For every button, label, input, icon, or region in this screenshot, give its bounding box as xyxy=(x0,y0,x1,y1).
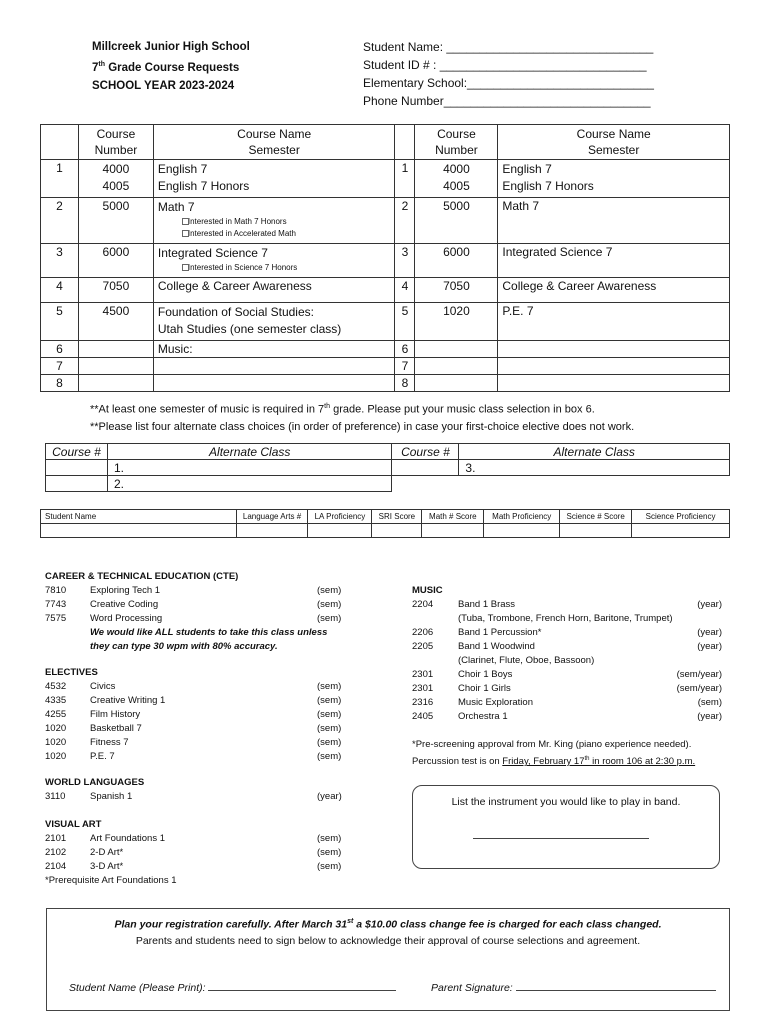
alternate-classes-note: **Please list four alternate class choices (in order of preference) in case your first-choice elective does not work. xyxy=(90,420,635,433)
table-row xyxy=(41,358,730,375)
course-number-cell[interactable]: 6000 xyxy=(415,244,498,278)
course-number-cell[interactable]: 1020 xyxy=(415,303,498,341)
alt-class-cell[interactable]: 1. xyxy=(107,460,392,476)
scores-table xyxy=(40,509,730,538)
course-number-cell[interactable] xyxy=(415,358,498,375)
band-instrument-label: List the instrument you would like to play in band. xyxy=(451,796,681,808)
row-number: 7 xyxy=(395,358,415,375)
student-signature xyxy=(69,981,396,994)
course-lists-left xyxy=(45,570,405,888)
list-item: 2301 Choir 1 Boys (sem/year) xyxy=(412,669,722,680)
cte-note: they can type 30 wpm with 80% accuracy. xyxy=(90,641,278,652)
list-item: 7575 Word Processing (sem) xyxy=(45,613,342,624)
list-item-detail: (Clarinet, Flute, Oboe, Bassoon) xyxy=(458,655,595,666)
school-name: Millcreek Junior High School xyxy=(92,41,250,53)
table-row xyxy=(41,244,730,278)
score-cell[interactable] xyxy=(308,524,372,538)
student-name-field[interactable]: Student Name: _______________________________ xyxy=(363,40,654,54)
row-number: 1 xyxy=(41,160,79,198)
alt-course-cell[interactable] xyxy=(46,460,108,476)
list-item: 2316 Music Exploration (sem) xyxy=(412,697,722,708)
art-title: VISUAL ART xyxy=(45,819,102,830)
music-requirement-note: **At least one semester of music is required in 7th grade. Please put your music class selection in box 6. xyxy=(90,403,595,416)
course-name-cell[interactable] xyxy=(153,358,395,375)
course-number-cell[interactable]: 6000 xyxy=(78,244,153,278)
list-item: 2104 3-D Art* (sem) xyxy=(45,861,342,872)
list-item: 4335 Creative Writing 1 (sem) xyxy=(45,695,342,706)
score-cell[interactable] xyxy=(484,524,560,538)
score-cell[interactable] xyxy=(422,524,484,538)
list-item: 4532 Civics (sem) xyxy=(45,681,342,692)
row-number: 5 xyxy=(395,303,415,341)
cte-title: CAREER & TECHNICAL EDUCATION (CTE) xyxy=(45,571,239,582)
course-number-cell[interactable] xyxy=(415,341,498,358)
grade-sup: th xyxy=(98,61,106,68)
list-item: 7810 Exploring Tech 1 (sem) xyxy=(45,585,342,596)
grade-number: 7 xyxy=(92,61,99,74)
course-number-cell[interactable]: 7050 xyxy=(78,278,153,303)
course-number-cell[interactable] xyxy=(415,375,498,392)
course-number-cell[interactable] xyxy=(78,375,153,392)
table-row xyxy=(41,341,730,358)
row-number: 3 xyxy=(41,244,79,278)
accelerated-math-option[interactable]: Interested in Accelerated Math xyxy=(158,228,391,240)
course-name-cell[interactable] xyxy=(498,341,730,358)
course-name-cell[interactable] xyxy=(498,375,730,392)
score-header: Science Proficiency xyxy=(632,510,730,524)
score-cell[interactable] xyxy=(41,524,237,538)
row-number: 6 xyxy=(41,341,79,358)
header-course-name-2: Course Name Semester xyxy=(498,125,730,160)
course-number-cell[interactable]: 4000 4005 xyxy=(415,160,498,198)
parent-signature-line[interactable] xyxy=(516,981,716,991)
course-name-cell[interactable]: Foundation of Social Studies: Utah Studies (one semester class) xyxy=(153,303,395,341)
table-row xyxy=(41,160,730,198)
row-number: 5 xyxy=(41,303,79,341)
list-item: 2102 2-D Art* (sem) xyxy=(45,847,342,858)
student-id-field[interactable]: Student ID # : _______________________________ xyxy=(363,58,647,72)
table-row xyxy=(41,198,730,244)
list-item: 7743 Creative Coding (sem) xyxy=(45,599,342,610)
header-blank xyxy=(41,125,79,160)
row-number: 6 xyxy=(395,341,415,358)
grade-title xyxy=(92,56,250,77)
course-name-cell[interactable]: College & Career Awareness xyxy=(498,278,730,303)
score-cell[interactable] xyxy=(372,524,422,538)
course-number-cell[interactable]: 4000 4005 xyxy=(78,160,153,198)
parent-signature xyxy=(431,981,716,994)
empty-cell xyxy=(459,476,730,492)
fee-warning: Plan your registration carefully. After March 31st a $10.00 class change fee is charged for each class changed. xyxy=(114,918,662,931)
header-course-number-2: Course Number xyxy=(415,125,498,160)
score-header: Math # Score xyxy=(422,510,484,524)
alt-class-header: Alternate Class xyxy=(107,444,392,460)
list-item: 4255 Film History (sem) xyxy=(45,709,342,720)
parent-signature-label: Parent Signature: xyxy=(431,982,513,994)
student-info xyxy=(363,38,654,110)
course-name-cell[interactable]: P.E. 7 xyxy=(498,303,730,341)
course-name-cell[interactable]: English 7 English 7 Honors xyxy=(153,160,395,198)
requirement-notes xyxy=(90,398,634,436)
course-number-cell[interactable] xyxy=(78,358,153,375)
course-number-cell[interactable] xyxy=(78,341,153,358)
alternate-class-table xyxy=(45,443,730,492)
course-name-cell[interactable]: Integrated Science 7 Interested in Science 7 Honors xyxy=(153,244,395,278)
approval-note: Parents and students need to sign below to acknowledge their approval of course selections and agreement. xyxy=(135,935,641,947)
list-item: 2206 Band 1 Percussion* (year) xyxy=(412,627,722,638)
alt-header-row xyxy=(46,444,730,460)
scores-row xyxy=(41,524,730,538)
row-number: 1 xyxy=(395,160,415,198)
row-number: 4 xyxy=(395,278,415,303)
course-name-cell[interactable]: English 7 English 7 Honors xyxy=(498,160,730,198)
row-number: 3 xyxy=(395,244,415,278)
alt-course-cell[interactable] xyxy=(392,460,459,476)
score-cell[interactable] xyxy=(560,524,632,538)
table-header xyxy=(41,125,730,160)
table-row xyxy=(46,476,730,492)
music-title: MUSIC xyxy=(412,585,443,596)
student-name-label: Student Name (Please Print): xyxy=(69,982,206,994)
course-name-cell[interactable]: Integrated Science 7 xyxy=(498,244,730,278)
course-number-cell[interactable]: 7050 xyxy=(415,278,498,303)
grade-rest: Grade Course Requests xyxy=(105,61,240,74)
row-number: 7 xyxy=(41,358,79,375)
table-row xyxy=(41,278,730,303)
score-header: Science # Score xyxy=(560,510,632,524)
alt-class-header: Alternate Class xyxy=(459,444,730,460)
school-year: SCHOOL YEAR 2023-2024 xyxy=(92,79,235,92)
music-list xyxy=(412,584,722,769)
score-header: LA Proficiency xyxy=(308,510,372,524)
science-honors-option[interactable]: Interested in Science 7 Honors xyxy=(158,262,391,274)
student-name-line[interactable] xyxy=(208,981,396,991)
checkbox-icon[interactable] xyxy=(182,230,189,237)
list-item: 2301 Choir 1 Girls (sem/year) xyxy=(412,683,722,694)
prescreen-note: *Pre-screening approval from Mr. King (piano experience needed). xyxy=(412,739,692,750)
list-item: 3110 Spanish 1 (year) xyxy=(45,791,342,802)
score-cell[interactable] xyxy=(236,524,308,538)
electives-title: ELECTIVES xyxy=(45,667,98,678)
table-row xyxy=(41,303,730,341)
course-name-cell[interactable] xyxy=(498,358,730,375)
row-number: 2 xyxy=(395,198,415,244)
math-honors-option[interactable]: Interested in Math 7 Honors xyxy=(158,216,391,228)
score-cell[interactable] xyxy=(632,524,730,538)
course-number-cell[interactable]: 5000 xyxy=(78,198,153,244)
row-number: 2 xyxy=(41,198,79,244)
header-course-name: Course Name Semester xyxy=(153,125,395,160)
row-number: 4 xyxy=(41,278,79,303)
header-blank-2 xyxy=(395,125,415,160)
list-item: 2204 Band 1 Brass (year) xyxy=(412,599,722,610)
course-number-cell[interactable]: 5000 xyxy=(415,198,498,244)
score-header: Language Arts # xyxy=(236,510,308,524)
table-row xyxy=(41,375,730,392)
row-number: 8 xyxy=(41,375,79,392)
list-item: 2101 Art Foundations 1 (sem) xyxy=(45,833,342,844)
music-cell[interactable]: Music: xyxy=(153,341,395,358)
list-item: 1020 Basketball 7 (sem) xyxy=(45,723,342,734)
art-note: *Prerequisite Art Foundations 1 xyxy=(45,875,177,886)
list-item: 1020 Fitness 7 (sem) xyxy=(45,737,342,748)
band-instrument-line[interactable] xyxy=(473,838,649,839)
score-header: Math Proficiency xyxy=(484,510,560,524)
elementary-school-field[interactable]: Elementary School:____________________________ xyxy=(363,76,654,90)
list-item: 2205 Band 1 Woodwind (year) xyxy=(412,641,722,652)
table-row xyxy=(46,460,730,476)
empty-cell xyxy=(392,476,459,492)
score-header: Student Name xyxy=(41,510,237,524)
school-header xyxy=(92,38,250,95)
alt-course-cell[interactable] xyxy=(46,476,108,492)
course-name-cell[interactable]: Math 7 xyxy=(498,198,730,244)
header-course-number: Course Number xyxy=(78,125,153,160)
checkbox-icon[interactable] xyxy=(182,264,189,271)
score-header: SRI Score xyxy=(372,510,422,524)
alt-class-cell[interactable]: 3. xyxy=(459,460,730,476)
alt-course-header: Course # xyxy=(392,444,459,460)
course-name-cell[interactable]: Math 7 Interested in Math 7 Honors Interested in Accelerated Math xyxy=(153,198,395,244)
phone-number-field[interactable]: Phone Number_______________________________ xyxy=(363,94,651,108)
list-item-detail: (Tuba, Trombone, French Horn, Baritone, Trumpet) xyxy=(458,613,673,624)
list-item: 1020 P.E. 7 (sem) xyxy=(45,751,342,762)
course-name-cell[interactable]: College & Career Awareness xyxy=(153,278,395,303)
cte-note: We would like ALL students to take this class unless xyxy=(90,627,328,638)
signature-box xyxy=(46,908,730,1011)
row-number: 8 xyxy=(395,375,415,392)
band-instrument-box[interactable] xyxy=(412,785,720,869)
course-name-cell[interactable] xyxy=(153,375,395,392)
course-request-table xyxy=(40,124,730,392)
list-item: 2405 Orchestra 1 (year) xyxy=(412,711,722,722)
languages-title: WORLD LANGUAGES xyxy=(45,777,145,788)
alt-class-cell[interactable]: 2. xyxy=(107,476,392,492)
alt-course-header: Course # xyxy=(46,444,108,460)
scores-header-row xyxy=(41,510,730,524)
percussion-test-note: Percussion test is on Friday, February 17th in room 106 at 2:30 p.m. xyxy=(412,756,696,768)
checkbox-icon[interactable] xyxy=(182,218,189,225)
course-number-cell[interactable]: 4500 xyxy=(78,303,153,341)
